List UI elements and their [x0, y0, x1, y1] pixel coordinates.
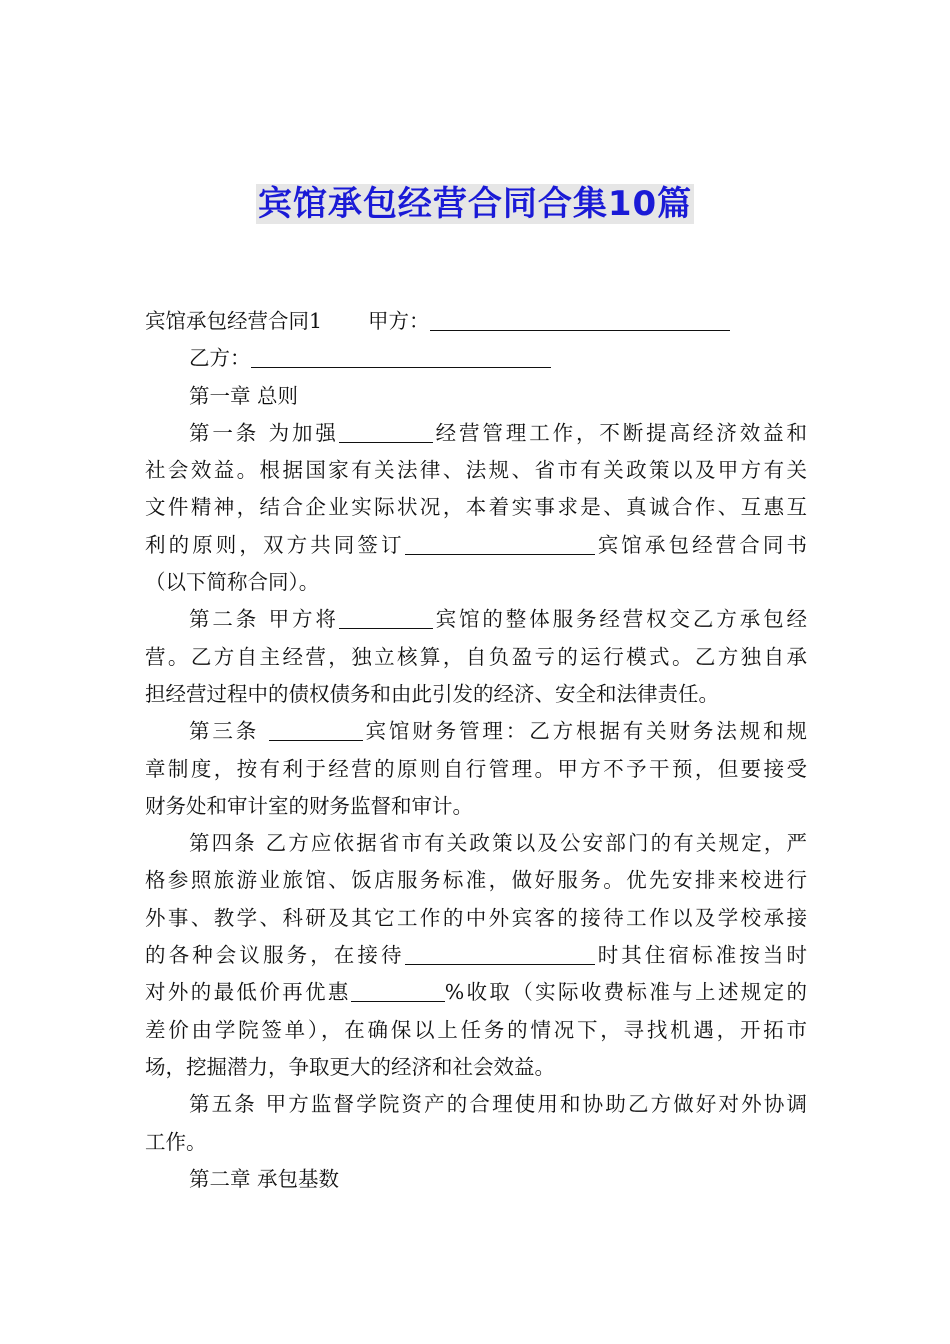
article-2-text: 宾馆的整体服务经营权交乙方承包经 — [432, 607, 807, 632]
article-1-line-2: 社会效益。根据国家有关法律、法规、省市有关政策以及甲方有关 — [145, 458, 807, 483]
article-3-text: 宾馆财务管理：乙方根据有关财务法规和规 — [362, 719, 807, 744]
blank-field — [405, 940, 595, 965]
article-4-text: 时其住宿标准按当时 — [594, 943, 808, 968]
article-4-line-1: 第四条 乙方应依据省市有关政策以及公安部门的有关规定，严 — [189, 831, 807, 856]
contract-header-line — [145, 303, 807, 340]
article-2-line-1 — [145, 601, 807, 638]
article-1-line-1 — [145, 415, 807, 452]
article-4-line-3: 外事、教学、科研及其它工作的中外宾客的接待工作以及学校承接 — [145, 905, 807, 930]
document-title — [0, 176, 950, 225]
article-5-line-2: 工作。 — [145, 1129, 207, 1154]
article-3-line-1 — [145, 713, 807, 750]
party-a-blank — [430, 306, 730, 331]
chapter-1-heading: 第一章 总则 — [189, 383, 299, 408]
article-4-text: 对外的最低价再优惠 — [145, 980, 351, 1005]
party-a-label: 甲方： — [368, 309, 430, 333]
blank-field — [351, 977, 445, 1002]
article-4-text: 的各种会议服务，在接待 — [145, 943, 405, 968]
article-4-line-7: 场，挖掘潜力，争取更大的经济和社会效益。 — [145, 1054, 555, 1079]
article-4-line-4 — [145, 937, 807, 974]
article-4-line-2: 格参照旅游业旅馆、饭店服务标准，做好服务。优先安排来校进行 — [145, 868, 807, 893]
article-1-line-3: 文件精神，结合企业实际状况，本着实事求是、真诚合作、互惠互 — [145, 495, 807, 520]
article-4-line-6: 差价由学院签单），在确保以上任务的情况下，寻找机遇，开拓市 — [145, 1017, 807, 1042]
article-2-text: 第二条 甲方将 — [189, 607, 339, 632]
blank-field — [339, 418, 433, 443]
blank-field — [405, 530, 595, 555]
article-4-text: %收取（实际收费标准与上述规定的 — [444, 980, 808, 1005]
article-2-line-3: 担经营过程中的债权债务和由此引发的经济、安全和法律责任。 — [145, 681, 719, 706]
article-3-line-3: 财务处和审计室的财务监督和审计。 — [145, 793, 473, 818]
article-1-text: 宾馆承包经营合同书 — [594, 532, 808, 557]
article-1-text: 经营管理工作，不断提高经济效益和 — [432, 420, 807, 445]
document-title-text: 宾馆承包经营合同合集10篇 — [257, 184, 693, 224]
party-b-label: 乙方： — [189, 346, 251, 371]
article-3-text: 第三条 — [189, 719, 269, 744]
party-b-blank — [251, 343, 551, 368]
party-b-line — [145, 340, 807, 377]
chapter-2-heading: 第二章 承包基数 — [189, 1166, 340, 1191]
article-2-line-2: 营。乙方自主经营，独立核算，自负盈亏的运行模式。乙方独自承 — [145, 644, 807, 669]
contract-name: 宾馆承包经营合同1 — [145, 309, 323, 333]
article-1-text: 利的原则，双方共同签订 — [145, 532, 405, 557]
article-5-line-1: 第五条 甲方监督学院资产的合理使用和协助乙方做好对外协调 — [189, 1092, 807, 1117]
article-1-line-4 — [145, 527, 807, 564]
article-1-text: 第一条 为加强 — [189, 420, 339, 445]
article-3-line-2: 章制度，按有利于经营的原则自行管理。甲方不予干预，但要接受 — [145, 756, 807, 781]
article-1-line-5: （以下简称合同）。 — [145, 570, 320, 595]
blank-field — [269, 716, 363, 741]
blank-field — [339, 604, 433, 629]
document-body — [145, 303, 807, 1198]
article-4-line-5 — [145, 974, 807, 1011]
